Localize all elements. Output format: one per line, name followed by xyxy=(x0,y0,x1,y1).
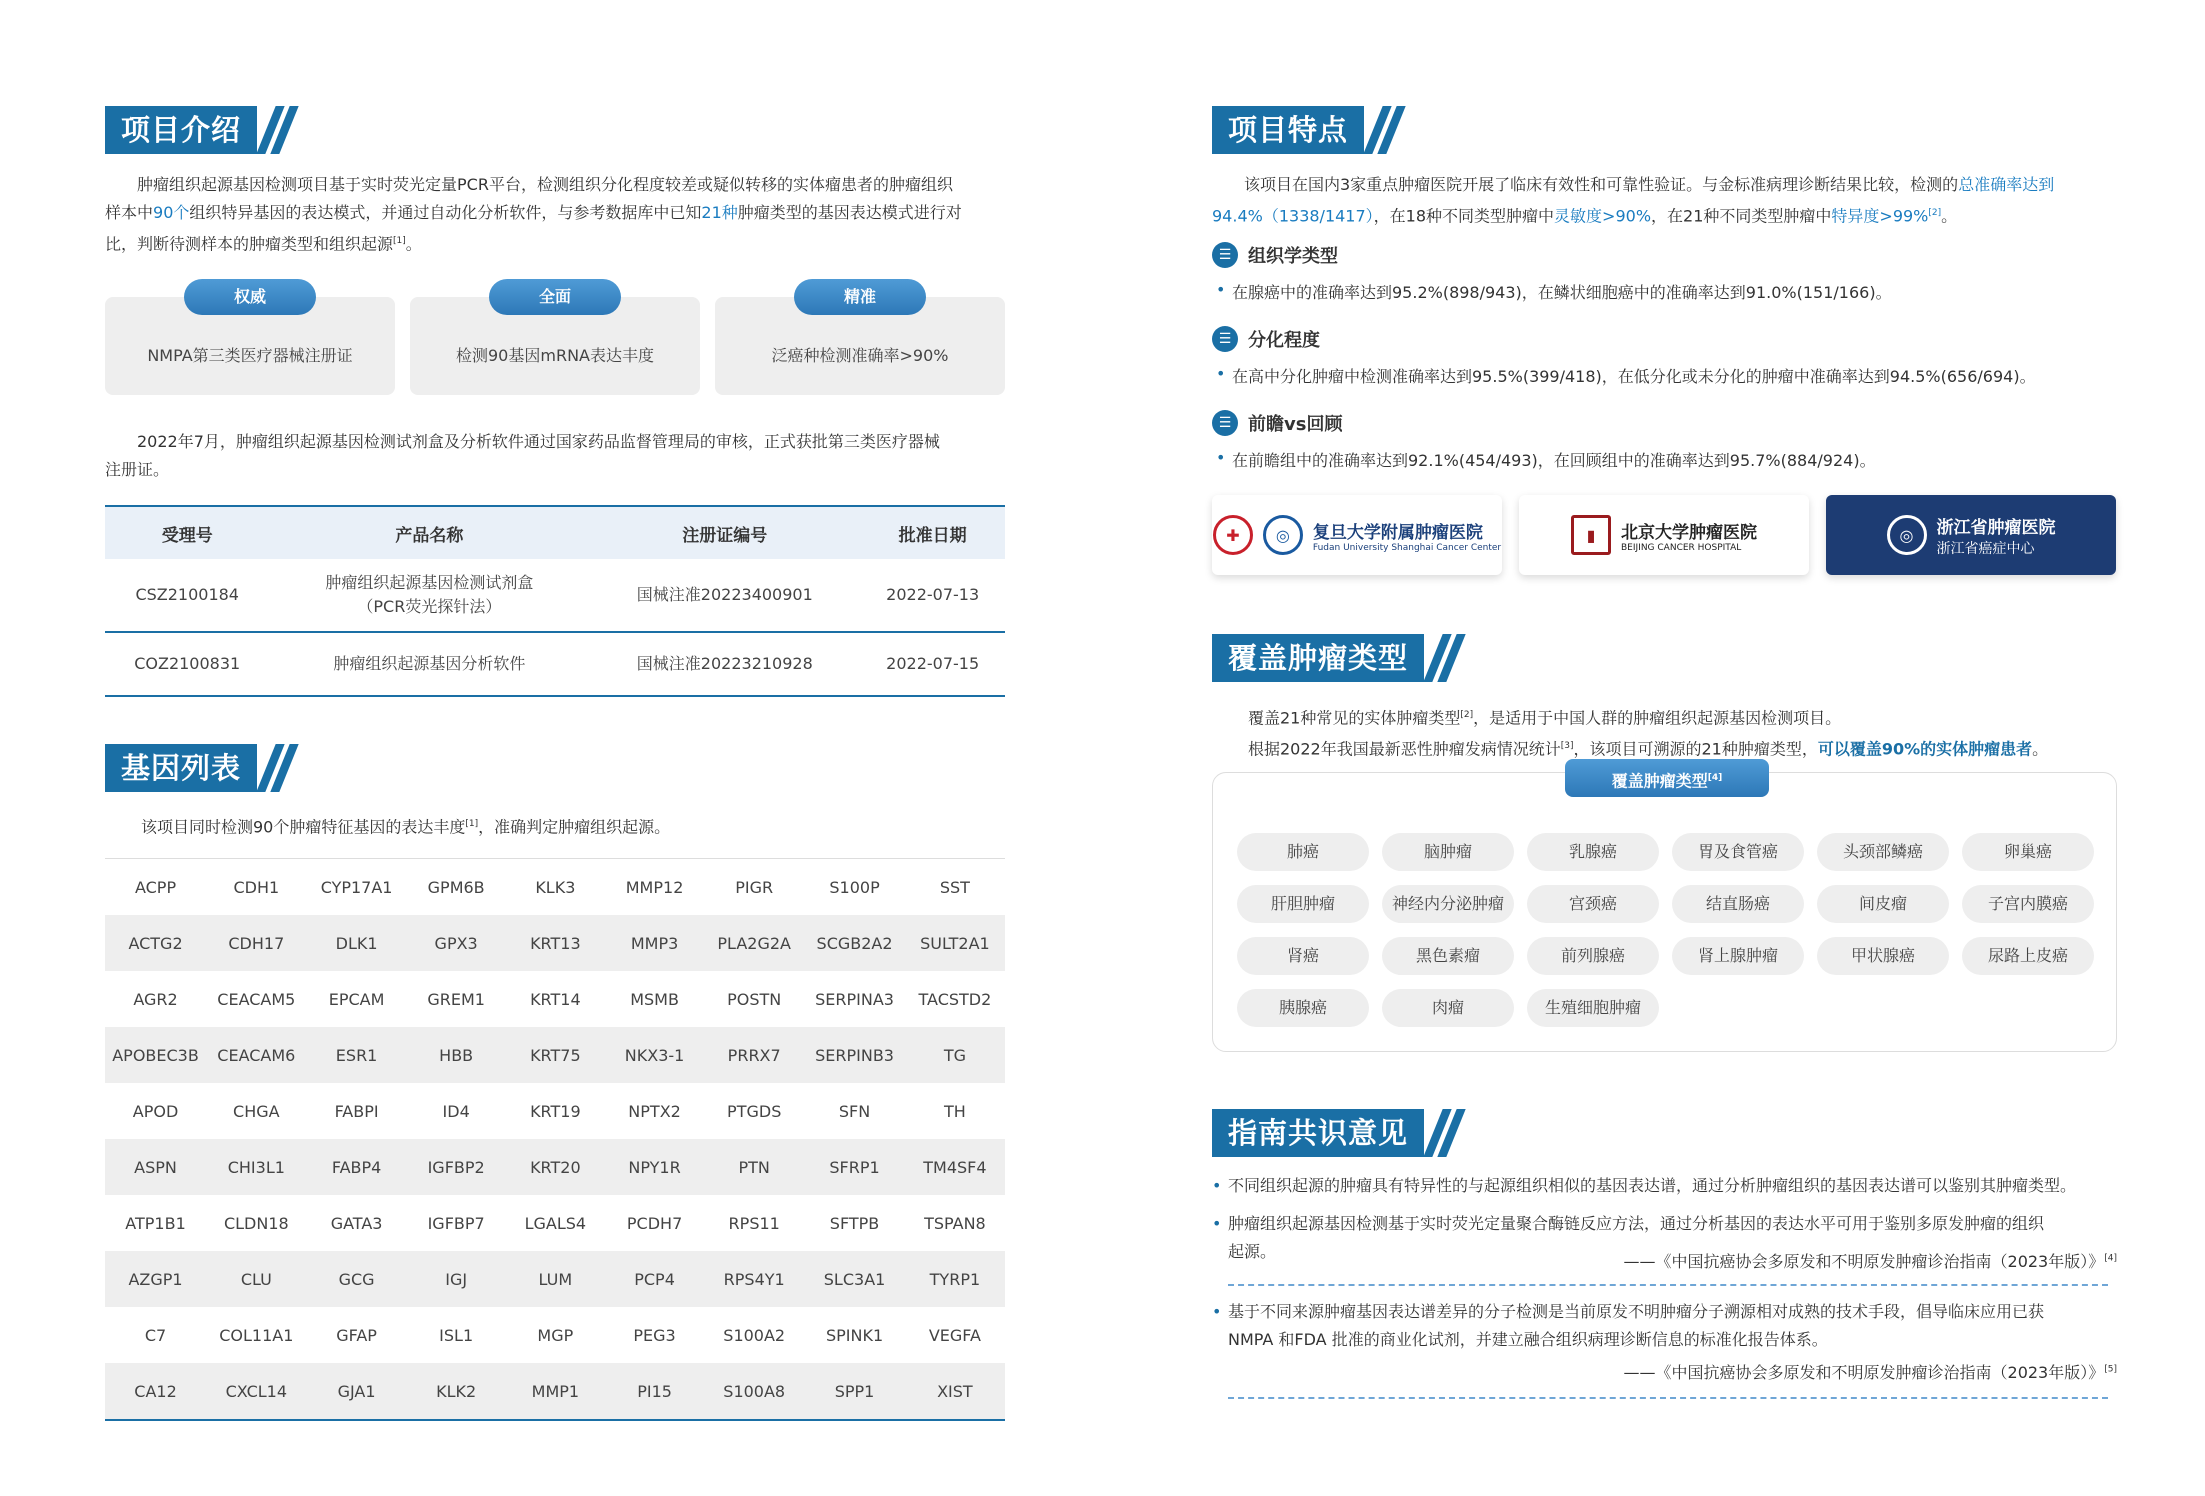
card-text: NMPA第三类医疗器械注册证 xyxy=(147,346,353,365)
gene-cell: ACTG2 xyxy=(105,915,206,971)
gene-cell: CEACAM6 xyxy=(206,1027,306,1083)
gene-cell: APOBEC3B xyxy=(105,1027,206,1083)
tumor-type-pill: 结直肠癌 xyxy=(1672,885,1804,923)
guide-item-1: • 不同组织起源的肿瘤具有特异性的与起源组织相似的基因表达谱，通过分析肿瘤组织的基因表达谱可以鉴别其肿瘤类型。 xyxy=(1228,1172,2108,1200)
table-row xyxy=(105,859,1005,916)
table-row xyxy=(105,1195,1005,1251)
cell-date: 2022-07-13 xyxy=(860,559,1005,632)
tumor-types-badge xyxy=(1565,759,1769,797)
features-text: 该项目在国内3家重点肿瘤医院开展了临床有效性和可靠性验证。与金标准病理诊断结果比较，检测的 xyxy=(1244,175,1959,194)
gene-cell: KRT13 xyxy=(506,915,605,971)
gene-cell: MMP1 xyxy=(506,1363,605,1420)
bullet-differentiation: • 在高中分化肿瘤中检测准确率达到95.5%(399/418)，在低分化或未分化的肿瘤中准确率达到94.5%(656/694)。 xyxy=(1232,364,2036,387)
badge-text: 覆盖肿瘤类型 xyxy=(1611,771,1708,791)
gene-cell: KRT19 xyxy=(530,1101,581,1121)
hospital-seal-icon: ◎ xyxy=(1887,515,1927,555)
gene-cell: NPTX2 xyxy=(628,1101,681,1121)
intro-section-header xyxy=(105,106,289,154)
guide-text: • 基于不同来源肿瘤基因表达谱差异的分子检测是当前原发不明肿瘤分子溯源相对成熟的技术手段，倡导临床应用已获 xyxy=(1228,1302,2045,1321)
citation: [5] xyxy=(2104,1364,2117,1375)
gene-cell: SPINK1 xyxy=(825,1325,884,1345)
table-row xyxy=(105,632,1005,696)
citation: [2] xyxy=(1460,710,1474,720)
gene-cell: CDH17 xyxy=(206,915,306,971)
gene-cell: CHGA xyxy=(233,1101,280,1121)
card-text: 检测90基因mRNA表达丰度 xyxy=(456,346,654,365)
gene-cell: IGFBP2 xyxy=(407,1139,506,1195)
tumor-type-pill: 尿路上皮癌 xyxy=(1962,937,2094,975)
card-badge: 精准 xyxy=(794,279,926,315)
feature-card-authority xyxy=(105,287,395,395)
sub-head-prospective xyxy=(1212,410,1342,436)
guides-title: 指南共识意见 xyxy=(1212,1109,1424,1157)
features-text: 。 xyxy=(1941,206,1958,226)
gene-cell: SULT2A1 xyxy=(905,915,1005,971)
sub-head-histology xyxy=(1212,242,1338,268)
gene-cell: SFRP1 xyxy=(804,1139,905,1195)
features-highlight: 总准确率达到 xyxy=(1958,175,2055,194)
gene-cell: PTN xyxy=(704,1139,804,1195)
red-cross-icon: ✚ xyxy=(1213,515,1253,555)
gene-cell: TG xyxy=(905,1027,1005,1083)
logo-sub: Fudan University Shanghai Cancer Center xyxy=(1312,542,1502,553)
genes-intro xyxy=(141,810,670,841)
bullet-histology: • 在腺癌中的准确率达到95.2%(898/943)，在鳞状细胞癌中的准确率达到91.0%(151/166)。 xyxy=(1232,280,1892,303)
gene-cell: MMP3 xyxy=(605,915,704,971)
gene-cell: GATA3 xyxy=(330,1213,383,1233)
coverage-highlight: 可以覆盖90%的实体肿瘤患者 xyxy=(1817,739,2033,759)
table-row xyxy=(105,1307,1005,1363)
tumor-type-pill: 子宫内膜癌 xyxy=(1962,885,2094,923)
table-header-row xyxy=(105,506,1005,559)
gene-cell: SLC3A1 xyxy=(804,1251,905,1307)
gene-cell: KRT75 xyxy=(506,1027,605,1083)
gene-cell: TSPAN8 xyxy=(924,1213,986,1233)
gene-cell: PCP4 xyxy=(605,1251,704,1307)
gene-cell: CLDN18 xyxy=(223,1213,289,1233)
citation: [4] xyxy=(2104,1253,2117,1264)
product-method: （PCR荧光探针法） xyxy=(357,597,502,616)
gene-cell: PRRX7 xyxy=(704,1027,804,1083)
source-text: ——《中国抗癌协会多原发和不明原发肿瘤诊治指南（2023年版）》 xyxy=(1623,1363,2105,1382)
gene-table xyxy=(105,858,1005,1421)
document-icon: ☰ xyxy=(1212,326,1238,352)
tumor-type-pill: 肾上腺肿瘤 xyxy=(1672,937,1804,975)
gene-cell: KRT20 xyxy=(506,1139,605,1195)
gene-cell: PIGR xyxy=(735,877,774,897)
tumor-type-pill: 生殖细胞肿瘤 xyxy=(1527,989,1659,1027)
gene-cell: PTGDS xyxy=(727,1101,782,1121)
logo-text xyxy=(1937,513,2056,558)
gene-cell: S100A8 xyxy=(704,1363,804,1420)
genes-section-header xyxy=(105,744,289,792)
tumor-type-pill: 前列腺癌 xyxy=(1527,937,1659,975)
card-text: 泛癌种检测准确率>90% xyxy=(771,346,949,365)
gene-cell: CDH1 xyxy=(233,877,280,897)
gene-cell: MSMB xyxy=(630,989,679,1009)
card-badge: 全面 xyxy=(489,279,621,315)
gene-cell: NKX3-1 xyxy=(605,1027,704,1083)
coverage-section-header xyxy=(1212,634,1456,682)
gene-cell: XIST xyxy=(905,1363,1005,1420)
gene-cell: PCDH7 xyxy=(626,1213,683,1233)
logo-sub: BEIJING CANCER HOSPITAL xyxy=(1621,542,1742,553)
tumor-type-pill: 肉瘤 xyxy=(1382,989,1514,1027)
gene-cell: KLK2 xyxy=(407,1363,506,1420)
features-highlight: 灵敏度>90% xyxy=(1554,206,1652,226)
tumor-type-pill: 肝胆肿瘤 xyxy=(1237,885,1369,923)
gene-cell: ISL1 xyxy=(439,1325,474,1345)
features-paragraph xyxy=(1212,171,2117,230)
table-row xyxy=(105,559,1005,632)
table-row xyxy=(105,1139,1005,1195)
gene-cell: HBB xyxy=(407,1027,506,1083)
product-name: 肿瘤组织起源基因检测试剂盒 xyxy=(325,573,534,592)
gene-cell: GFAP xyxy=(336,1325,377,1345)
features-section-header xyxy=(1212,106,1396,154)
coverage-text: 根据2022年我国最新恶性肿瘤发病情况统计 xyxy=(1248,739,1561,759)
gene-cell: CEACAM5 xyxy=(217,989,296,1009)
tumor-type-pill: 头颈部鳞癌 xyxy=(1817,833,1949,871)
guide-source-1 xyxy=(1624,1249,2117,1272)
gene-cell: PI15 xyxy=(605,1363,704,1420)
coverage-text: ，该项目可溯源的21种肿瘤类型， xyxy=(1573,739,1818,759)
gene-cell: SERPINB3 xyxy=(804,1027,905,1083)
tumor-type-pill: 宫颈癌 xyxy=(1527,885,1659,923)
gene-cell: SCGB2A2 xyxy=(804,915,905,971)
approval-paragraph xyxy=(105,428,1005,484)
table-row xyxy=(105,1027,1005,1083)
tumor-type-pill: 黑色素瘤 xyxy=(1382,937,1514,975)
gene-cell: GREM1 xyxy=(427,989,485,1009)
registration-table xyxy=(105,505,1005,697)
intro-highlight-21: 21种 xyxy=(701,203,738,222)
gene-cell: GJA1 xyxy=(307,1363,407,1420)
gene-cell: SFN xyxy=(838,1101,871,1121)
sub-title: 前瞻vs回顾 xyxy=(1248,414,1343,435)
gene-cell: MGP xyxy=(537,1325,574,1345)
gene-cell: DLK1 xyxy=(307,915,407,971)
gene-cell: CLU xyxy=(206,1251,306,1307)
dashed-divider xyxy=(1228,1284,2108,1286)
citation: [1] xyxy=(393,236,406,246)
citation: [1] xyxy=(465,819,479,829)
logo-peking xyxy=(1519,495,1809,575)
gene-cell: SERPINA3 xyxy=(815,989,894,1009)
feature-card-comprehensive xyxy=(410,287,700,395)
citation: [4] xyxy=(1707,773,1723,783)
gene-cell: VEGFA xyxy=(928,1325,981,1345)
gene-cell: C7 xyxy=(144,1325,167,1345)
guide-text: NMPA 和FDA 批准的商业化试剂，并建立融合组织病理诊断信息的标准化报告体系。 xyxy=(1228,1330,1828,1349)
gene-cell: EPCAM xyxy=(328,989,385,1009)
table-row xyxy=(105,971,1005,1027)
col-header: 受理号 xyxy=(105,506,269,559)
cell-cert: 国械注准20223210928 xyxy=(589,632,860,696)
features-text: ，在18种不同类型肿瘤中 xyxy=(1373,206,1555,226)
gene-cell: IGFBP7 xyxy=(427,1213,485,1233)
tumor-type-pill: 甲状腺癌 xyxy=(1817,937,1949,975)
coverage-title: 覆盖肿瘤类型 xyxy=(1212,634,1424,682)
tumor-type-pill: 间皮瘤 xyxy=(1817,885,1949,923)
guides-section-header xyxy=(1212,1109,1456,1157)
features-text: ，在21种不同类型肿瘤中 xyxy=(1651,206,1832,226)
gene-cell: KLK3 xyxy=(535,877,576,897)
features-title: 项目特点 xyxy=(1212,106,1364,154)
features-highlight: 特异度>99% xyxy=(1831,206,1929,226)
features-highlight: 94.4%（1338/1417） xyxy=(1212,206,1374,226)
tumor-type-pill: 乳腺癌 xyxy=(1527,833,1659,871)
gene-cell: TACSTD2 xyxy=(918,989,992,1009)
guide-text: • 肿瘤组织起源基因检测基于实时荧光定量聚合酶链反应方法，通过分析基因的表达水平可用于鉴别多原发肿瘤的组织 xyxy=(1228,1214,2045,1233)
gene-cell: KRT14 xyxy=(530,989,581,1009)
intro-text: 肿瘤类型的基因表达模式进行对 xyxy=(737,203,962,222)
gene-cell: APOD xyxy=(132,1101,179,1121)
intro-highlight-90: 90个 xyxy=(153,203,190,222)
gene-cell: SST xyxy=(939,877,970,897)
gene-cell: SPP1 xyxy=(804,1363,905,1420)
intro-title: 项目介绍 xyxy=(105,106,257,154)
intro-text: 样本中 xyxy=(105,203,154,222)
cell-product: 肿瘤组织起源基因分析软件 xyxy=(269,632,589,696)
col-header: 注册证编号 xyxy=(589,506,860,559)
citation: [2] xyxy=(1928,208,1942,218)
table-row xyxy=(105,1083,1005,1139)
document-icon: ☰ xyxy=(1212,410,1238,436)
gene-cell: LGALS4 xyxy=(524,1213,587,1233)
hospital-seal-icon: ◎ xyxy=(1263,515,1303,555)
logo-name: 复旦大学附属肿瘤医院 xyxy=(1312,522,1483,543)
genes-intro-text: ，准确判定肿瘤组织起源。 xyxy=(478,817,671,837)
header-stripes xyxy=(1368,106,1396,154)
sub-head-differentiation xyxy=(1212,326,1320,352)
bullet-prospective: • 在前瞻组中的准确率达到92.1%(454/493)，在回顾组中的准确率达到95.7%(884/924)。 xyxy=(1232,448,1876,471)
gene-cell: GPM6B xyxy=(427,877,485,897)
logo-zhejiang xyxy=(1826,495,2116,575)
gene-cell: ASPN xyxy=(105,1139,206,1195)
coverage-text: ，是适用于中国人群的肿瘤组织起源基因检测项目。 xyxy=(1473,708,1842,728)
gene-cell: RPS4Y1 xyxy=(704,1251,804,1307)
cell-product xyxy=(269,559,589,632)
gene-cell: S100P xyxy=(829,877,880,897)
gene-cell: AGR2 xyxy=(133,989,178,1009)
gene-cell: CYP17A1 xyxy=(320,877,393,897)
pku-icon: ▮ xyxy=(1571,515,1611,555)
header-stripes xyxy=(261,106,289,154)
coverage-text: 覆盖21种常见的实体肿瘤类型 xyxy=(1248,708,1461,728)
genes-title: 基因列表 xyxy=(105,744,257,792)
tumor-type-pill: 肾癌 xyxy=(1237,937,1369,975)
gene-cell: LUM xyxy=(506,1251,605,1307)
col-header: 产品名称 xyxy=(269,506,589,559)
sub-title: 组织学类型 xyxy=(1248,246,1338,267)
gene-cell: COL11A1 xyxy=(219,1325,294,1345)
table-row xyxy=(105,915,1005,971)
tumor-type-pill: 神经内分泌肿瘤 xyxy=(1382,885,1514,923)
gene-cell: TYRP1 xyxy=(905,1251,1005,1307)
tumor-type-pill: 胰腺癌 xyxy=(1237,989,1369,1027)
gene-cell: ATP1B1 xyxy=(125,1213,186,1233)
logo-sub: 浙江省癌症中心 xyxy=(1936,540,2035,557)
gene-cell: TM4SF4 xyxy=(905,1139,1005,1195)
document-icon: ☰ xyxy=(1212,242,1238,268)
gene-cell: ACPP xyxy=(134,877,177,897)
cell-date: 2022-07-15 xyxy=(860,632,1005,696)
header-stripes xyxy=(1428,634,1456,682)
guide-item-3 xyxy=(1228,1298,2108,1354)
logo-text xyxy=(1621,518,1757,553)
intro-line-1: 肿瘤组织起源基因检测项目基于实时荧光定量PCR平台，检测组织分化程度较差或疑似转移的实体瘤患者的肿瘤组织 xyxy=(137,175,953,194)
cell-cert: 国械注准20223400901 xyxy=(589,559,860,632)
intro-text: 。 xyxy=(405,234,422,254)
tumor-type-pill: 胃及食管癌 xyxy=(1672,833,1804,871)
gene-cell: RPS11 xyxy=(728,1213,780,1233)
gene-cell: NPY1R xyxy=(605,1139,704,1195)
intro-paragraph xyxy=(105,171,1005,258)
gene-cell: CHI3L1 xyxy=(206,1139,306,1195)
logo-name: 北京大学肿瘤医院 xyxy=(1621,522,1757,543)
gene-cell: CXCL14 xyxy=(206,1363,306,1420)
intro-text: 组织特异基因的表达模式，并通过自动化分析软件，与参考数据库中已知 xyxy=(189,203,702,222)
tumor-type-pill: 脑肿瘤 xyxy=(1382,833,1514,871)
coverage-paragraph xyxy=(1248,701,2117,764)
gene-cell: GPX3 xyxy=(407,915,506,971)
gene-cell: FABP4 xyxy=(307,1139,407,1195)
gene-cell: S100A2 xyxy=(723,1325,786,1345)
gene-cell: ESR1 xyxy=(307,1027,407,1083)
logo-text xyxy=(1313,518,1501,553)
header-stripes xyxy=(1428,1109,1456,1157)
card-badge: 权威 xyxy=(184,279,316,315)
dashed-divider xyxy=(1228,1397,2108,1399)
source-text: ——《中国抗癌协会多原发和不明原发肿瘤诊治指南（2023年版）》 xyxy=(1623,1252,2105,1271)
intro-text: 比，判断待测样本的肿瘤类型和组织起源 xyxy=(105,234,394,254)
table-row xyxy=(105,1363,1005,1420)
gene-cell: FABPI xyxy=(334,1101,379,1121)
coverage-text: 。 xyxy=(2032,739,2049,759)
gene-cell: SFTPB xyxy=(829,1213,880,1233)
guide-source-2 xyxy=(1624,1360,2117,1383)
approval-line-1: 2022年7月，肿瘤组织起源基因检测试剂盒及分析软件通过国家药品监督管理局的审核，正式获批第三类医疗器械 xyxy=(137,432,940,451)
gene-cell: CA12 xyxy=(105,1363,206,1420)
feature-card-precise xyxy=(715,287,1005,395)
gene-cell: AZGP1 xyxy=(105,1251,206,1307)
sub-title: 分化程度 xyxy=(1248,330,1320,351)
guide-text: 起源。 xyxy=(1228,1242,1277,1261)
gene-cell: ID4 xyxy=(442,1101,470,1121)
gene-cell: POSTN xyxy=(727,989,782,1009)
gene-cell: GCG xyxy=(307,1251,407,1307)
cell-id: COZ2100831 xyxy=(105,632,269,696)
citation: [3] xyxy=(1560,741,1574,752)
tumor-types-box xyxy=(1212,772,2117,1052)
gene-cell: IGJ xyxy=(407,1251,506,1307)
tumor-type-pill: 卵巢癌 xyxy=(1962,833,2094,871)
gene-cell: MMP12 xyxy=(625,877,684,897)
tumor-type-pill: 肺癌 xyxy=(1237,833,1369,871)
genes-intro-text: 该项目同时检测90个肿瘤特征基因的表达丰度 xyxy=(141,817,466,837)
logo-name: 浙江省肿瘤医院 xyxy=(1936,517,2056,538)
table-row xyxy=(105,1251,1005,1307)
approval-line-2: 注册证。 xyxy=(105,460,170,479)
gene-cell: TH xyxy=(944,1101,966,1121)
gene-cell: PLA2G2A xyxy=(704,915,804,971)
logo-fudan xyxy=(1212,495,1502,575)
header-stripes xyxy=(261,744,289,792)
col-header: 批准日期 xyxy=(860,506,1005,559)
cell-id: CSZ2100184 xyxy=(105,559,269,632)
gene-cell: PEG3 xyxy=(633,1325,676,1345)
